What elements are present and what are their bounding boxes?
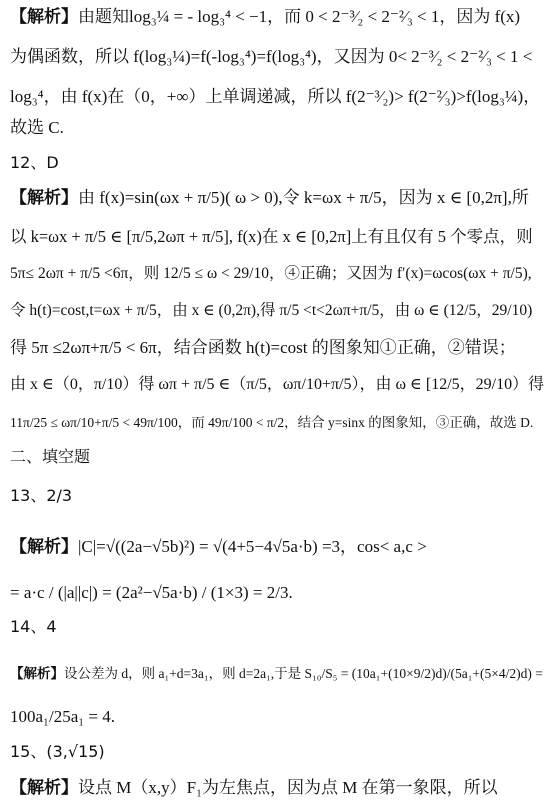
- p11-text-1: 由题知log₃¼ = - log₃⁴ < −1，而 0 < 2⁻³⁄₂ < 2⁻²⁄₃ < 1，因为 f(x): [78, 7, 521, 26]
- p14-line-1: [10, 663, 545, 685]
- p13-line-1: [10, 536, 545, 558]
- jiexi-label: 【解析】: [10, 188, 78, 207]
- jiexi-label: 【解析】: [10, 537, 78, 556]
- p12-line-3: 5π≤ 2ωπ + π/5 <6π，则 12/5 ≤ ω < 29/10，④正确；又因为 f′(x)=ωcos(ωx + π/5),: [10, 265, 532, 282]
- jiexi-label: 【解析】: [10, 666, 64, 681]
- p12-line-2: 以 k=ωx + π/5 ∈ [π/5,2ωπ + π/5], f(x)在 x ∈ [0,2π]上有且仅有 5 个零点，则: [10, 227, 533, 246]
- p13-line-2: = a·c / (|a||c|) = (2a²−√5a·b) / (1×3) = 2/3.: [10, 583, 293, 602]
- p12-line-7: 11π/25 ≤ ωπ/10+π/5 < 49π/100，而 49π/100 < π/2，结合 y=sinx 的图象知，③正确，故选 D.: [10, 415, 534, 430]
- q14-answer: 14、4: [10, 617, 57, 636]
- q12-answer: 12、D: [10, 153, 59, 172]
- p12-line-4: 令 h(t)=cost,t=ωx + π/5，由 x ∈ (0,2π),得 π/5 <t<2ωπ+π/5，由 ω ∈ (12/5，29/10): [10, 302, 533, 319]
- p11-line-2: 为偶函数，所以 f(log₃¼)=f(-log₃⁴)=f(log₃⁴)，又因为 0< 2⁻³⁄₂ < 2⁻²⁄₃ < 1 <: [10, 47, 533, 66]
- p12-line-6: 由 x ∈（0，π/10）得 ωπ + π/5 ∈（π/5，ωπ/10+π/5），由 ω ∈ [12/5，29/10）得: [10, 376, 545, 393]
- p12-line-1: [10, 187, 545, 209]
- p11-line-4: 故选 C.: [10, 118, 64, 137]
- q15-answer: 15、(3,√15): [10, 742, 105, 761]
- p12-text-1: 由 f(x)=sin(ωx + π/5)( ω > 0),令 k=ωx + π/5，因为 x ∈ [0,2π],所: [78, 188, 529, 207]
- jiexi-label: 【解析】: [10, 778, 78, 797]
- p11-line-1: [10, 6, 545, 28]
- p11-line-3: log₃⁴，由 f(x)在（0，+∞）上单调递减，所以 f(2⁻³⁄₂)> f(2⁻²⁄₃)>f(log₃¼)，: [10, 87, 541, 106]
- section-title: 二、填空题: [10, 447, 91, 466]
- q13-answer: 13、2/3: [10, 486, 73, 505]
- jiexi-label: 【解析】: [10, 7, 78, 26]
- p14-line-2: 100a₁/25a₁ = 4.: [10, 707, 116, 726]
- p13-text-1: |C|=√((2a−√5b)²) = √(4+5−4√5a·b) =3，cos< a,c >: [78, 537, 427, 556]
- p14-text-1: 设公差为 d，则 a₁+d=3a₁，则 d=2a₁,于是 S₁₀/S₅ = (10a₁+(10×9/2)d)/(5a₁+(5×4/2)d) =: [64, 666, 543, 681]
- p15-text-1: 设点 M（x,y）F₁为左焦点，因为点 M 在第一象限，所以: [78, 778, 498, 797]
- p15-line-1: [10, 777, 545, 799]
- p12-line-5: 得 5π ≤2ωπ+π/5 < 6π，结合函数 h(t)=cost 的图象知①正确，②错误；: [10, 338, 516, 357]
